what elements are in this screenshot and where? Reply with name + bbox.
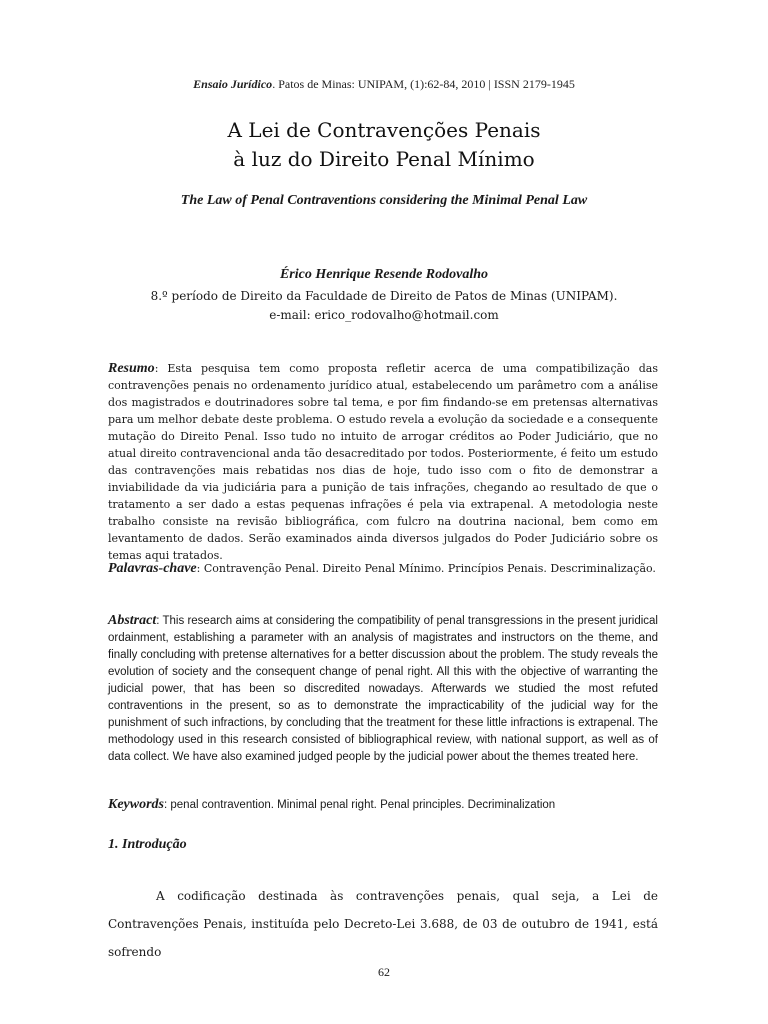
- journal-name: Ensaio Jurídico: [193, 77, 273, 91]
- keywords-en-section: [108, 796, 658, 814]
- keywords-pt-section: [108, 560, 658, 577]
- abstract-text: : This research aims at considering the compatibility of penal transgressions in the present juridical ordainment, establishing a parameter with an analysis of magistrates and instructors on the theme, and finally concluding with pretense alternatives for a better discussion about the problem. The study reveals the evolution of society and the consequent change of penal right. All this with the objective of warranting the judicial power, that has been so discredited nowadays. Afterwards we studied the most refuted contraventions in the present, so as to demonstrate the impracticability of the judicial way for the punishment of such infractions, by concluding that the treatment for these little infractions is extrapenal. The methodology used in this research consisted of bibliographical review, with national support, as well as of data collect. We have also examined judged people by the judicial power about the themes treated here.: [108, 615, 658, 763]
- page-number: 62: [378, 965, 390, 979]
- resumo-section: [108, 360, 658, 564]
- author-name: Érico Henrique Resende Rodovalho: [279, 267, 489, 282]
- author-affiliation: 8.º período de Direito da Faculdade de Direito de Patos de Minas (UNIPAM).: [150, 289, 618, 303]
- abstract-label: Abstract: [108, 613, 157, 628]
- author-email: e-mail: erico_rodovalho@hotmail.com: [269, 308, 499, 322]
- running-header: [0, 77, 768, 92]
- keywords-label: Keywords: [108, 797, 164, 812]
- keywords-text: : penal contravention. Minimal penal right. Penal principles. Decriminalization: [164, 799, 556, 811]
- title-line-1: A Lei de Contravenções Penais: [227, 118, 541, 142]
- section-heading: 1. Introdução: [108, 837, 187, 852]
- palavras-chave-text: : Contravenção Penal. Direito Penal Mínimo. Princípios Penais. Descriminalização.: [196, 562, 656, 575]
- english-title: The Law of Penal Contraventions considering the Minimal Penal Law: [180, 193, 588, 208]
- resumo-label: Resumo: [108, 361, 155, 376]
- intro-paragraph: A codificação destinada às contravenções penais, qual seja, a Lei de Contravenções Penais, instituída pelo Decreto-Lei 3.688, de 03 de outubro de 1941, está sofrendo: [108, 889, 658, 959]
- author-affiliation-block: [0, 287, 768, 325]
- title-line-2: à luz do Direito Penal Mínimo: [233, 147, 535, 171]
- paper-title: [0, 116, 768, 174]
- resumo-text: : Esta pesquisa tem como proposta refletir acerca de uma compatibilização das contravenções penais no ordenamento jurídico atual, estabelecendo um parâmetro com a análise dos magistrados e doutrinadores sobre tal tema, e por fim findando-se em pretensas alternativas para um melhor debate deste problema. O estudo revela a evolução da sociedade e a consequente mutação do Direito Penal. Isso tudo no intuito de arrogar créditos ao Poder Judiciário, que no atual direito contravencional anda tão desacreditado por todos. Posteriormente, é feito um estudo das contravenções mais rebatidas nos dias de hoje, tudo isso com o fito de demonstrar a inviabilidade da via judiciária para a punição de tais infrações, chegando ao resultado de que o tratamento a ser dado a estas pequenas infrações é pela via extrapenal. A metodologia neste trabalho consiste na revisão bibliográfica, com fulcro na doutrina nacional, bem como em levantamento de dados. Serão examinados ainda diversos julgados do Poder Judiciário sobre os temas aqui tratados.: [108, 362, 658, 562]
- journal-citation: . Patos de Minas: UNIPAM, (1):62-84, 2010 | ISSN 2179-1945: [272, 77, 575, 91]
- palavras-chave-label: Palavras-chave: [108, 561, 197, 576]
- abstract-section: [108, 612, 658, 766]
